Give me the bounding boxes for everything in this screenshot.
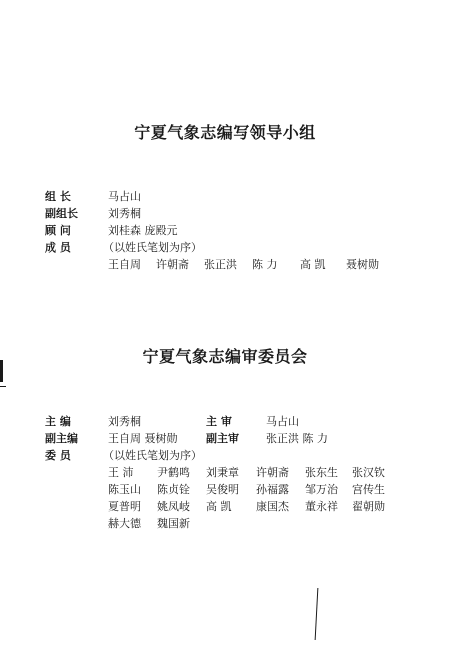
committee-member: 赫大德 [108, 517, 141, 530]
committee-member: 邹万治 [305, 483, 338, 496]
committee-member: 陈玉山 [108, 483, 141, 496]
leading-group-role: 副组长 [45, 207, 78, 220]
deputy-reviewer-role: 副主审 [206, 432, 239, 445]
chief-editor-role: 主 编 [45, 415, 71, 428]
committee-note: （以姓氏笔划为序） [103, 449, 202, 462]
chief-reviewer-name: 马占山 [266, 415, 299, 428]
leading-group-member: 高 凯 [300, 258, 326, 271]
committee-member: 翟朝勋 [352, 500, 385, 513]
committee-member: 孙福露 [256, 483, 289, 496]
committee-member: 魏国新 [157, 517, 190, 530]
chief-editor-name: 刘秀桐 [108, 415, 141, 428]
committee-member: 夏普明 [108, 500, 141, 513]
deputy-editor-names: 王自周 聂树勋 [108, 432, 178, 445]
committee-member: 康国杰 [256, 500, 289, 513]
deputy-editor-role: 副主编 [45, 432, 78, 445]
leading-group-member: 许朝斋 [156, 258, 189, 271]
committee-member: 许朝斋 [256, 466, 289, 479]
committee-member: 刘秉章 [206, 466, 239, 479]
deputy-reviewer-names: 张正洪 陈 力 [266, 432, 328, 445]
committee-role: 委 员 [45, 449, 71, 462]
leading-group-value: 马占山 [108, 190, 141, 203]
leading-group-value: 刘秀桐 [108, 207, 141, 220]
committee-member: 董永祥 [305, 500, 338, 513]
committee-member: 张东生 [305, 466, 338, 479]
leading-group-title: 宁夏气象志编写领导小组 [134, 123, 316, 142]
committee-member: 陈贞铨 [157, 483, 190, 496]
committee-member: 姚凤岐 [157, 500, 190, 513]
leading-group-value: （以姓氏笔划为序） [103, 241, 202, 254]
scan-edge-tick [0, 386, 6, 387]
committee-member: 尹鹤鸣 [157, 466, 190, 479]
leading-group-member: 张正洪 [204, 258, 237, 271]
leading-group-value: 刘桂森 庞殿元 [108, 224, 178, 237]
scan-edge-mark [0, 360, 3, 382]
leading-group-role: 组 长 [45, 190, 71, 203]
chief-reviewer-role: 主 审 [206, 415, 232, 428]
leading-group-role: 顾 问 [45, 224, 71, 237]
leading-group-role: 成 员 [45, 241, 71, 254]
leading-group-member: 陈 力 [252, 258, 278, 271]
committee-member: 张汉钦 [352, 466, 385, 479]
committee-member: 吴俊明 [206, 483, 239, 496]
leading-group-member: 聂树勋 [346, 258, 379, 271]
committee-member: 高 凯 [206, 500, 232, 513]
leading-group-member: 王自周 [108, 258, 141, 271]
committee-member: 王 沛 [108, 466, 134, 479]
committee-member: 宫传生 [352, 483, 385, 496]
committee-title: 宁夏气象志编审委员会 [142, 347, 308, 366]
scan-stroke-mark [315, 588, 319, 640]
